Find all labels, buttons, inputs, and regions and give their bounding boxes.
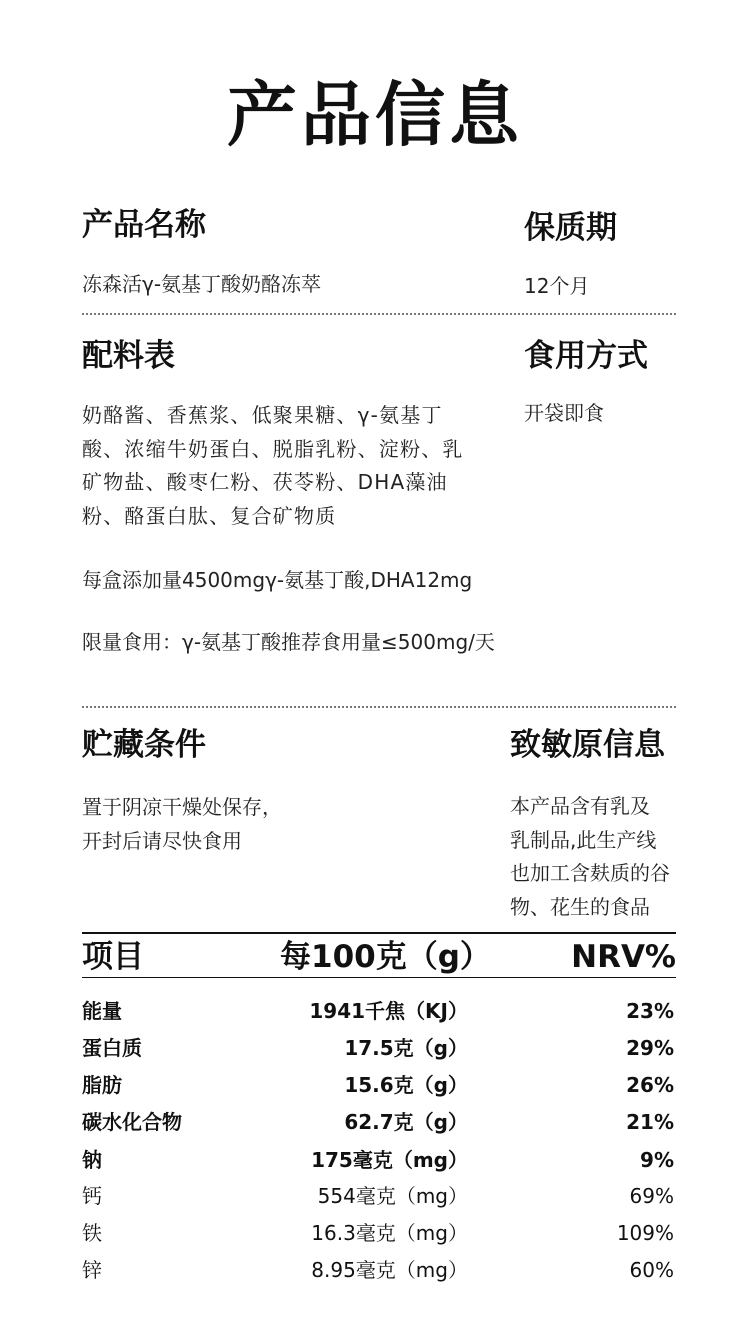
nutrient-amount: 17.5克（g） bbox=[344, 1036, 468, 1060]
ingredients-line: 酸、浓缩牛奶蛋白、脱脂乳粉、淀粉、乳 bbox=[82, 436, 464, 461]
table-top-rule bbox=[82, 932, 676, 934]
nutrient-nrv: 21% bbox=[626, 1110, 674, 1134]
nutrient-nrv: 29% bbox=[626, 1036, 674, 1060]
allergen-line: 乳制品,此生产线 bbox=[510, 827, 657, 852]
nutrient-nrv: 69% bbox=[629, 1184, 674, 1208]
table-row bbox=[82, 1033, 676, 1063]
nutrient-name: 脂肪 bbox=[82, 1073, 122, 1097]
usage-heading: 食用方式 bbox=[524, 338, 648, 374]
nutrient-name: 钠 bbox=[82, 1148, 102, 1172]
addition-amount: 每盒添加量4500mgγ-氨基丁酸,DHA12mg bbox=[82, 568, 473, 592]
storage-line: 开封后请尽快食用 bbox=[82, 829, 242, 853]
col-header-item: 项目 bbox=[82, 939, 144, 975]
nutrient-name: 能量 bbox=[82, 999, 122, 1023]
ingredients-list bbox=[82, 399, 502, 533]
nutrient-amount: 175毫克（mg） bbox=[311, 1148, 468, 1172]
nutrient-nrv: 60% bbox=[629, 1258, 674, 1282]
allergen-line: 物、花生的食品 bbox=[510, 894, 650, 919]
storage-line: 置于阴凉干燥处保存， bbox=[82, 795, 282, 819]
nutrient-name: 铁 bbox=[82, 1221, 102, 1245]
product-name-value: 冻森活γ-氨基丁酸奶酪冻萃 bbox=[82, 272, 322, 296]
nutrient-nrv: 109% bbox=[616, 1221, 674, 1245]
page-title: 产品信息 bbox=[227, 74, 523, 156]
storage-text bbox=[82, 790, 282, 858]
table-header-rule bbox=[82, 977, 676, 978]
allergen-heading: 致敏原信息 bbox=[510, 727, 665, 763]
limit-note: 限量食用：γ-氨基丁酸推荐食用量≤500mg/天 bbox=[82, 630, 495, 654]
nutrient-name: 钙 bbox=[82, 1184, 102, 1208]
nutrient-name: 碳水化合物 bbox=[82, 1110, 182, 1134]
ingredients-line: 奶酪酱、香蕉浆、低聚果糖、γ-氨基丁 bbox=[82, 403, 443, 427]
table-row bbox=[82, 1218, 676, 1248]
nutrient-amount: 16.3毫克（mg） bbox=[311, 1221, 468, 1245]
nutrient-amount: 15.6克（g） bbox=[344, 1073, 468, 1097]
nutrient-name: 锌 bbox=[82, 1258, 102, 1282]
usage-value: 开袋即食 bbox=[524, 401, 604, 425]
divider bbox=[82, 706, 676, 708]
nutrient-amount: 1941千焦（KJ） bbox=[309, 999, 468, 1023]
shelf-life-heading: 保质期 bbox=[524, 210, 617, 246]
nutrient-name: 蛋白质 bbox=[82, 1036, 142, 1060]
nutrient-amount: 8.95毫克（mg） bbox=[311, 1258, 468, 1282]
col-header-amount: 每100克（g） bbox=[280, 939, 491, 975]
table-row bbox=[82, 1145, 676, 1175]
table-row bbox=[82, 1070, 676, 1100]
table-row bbox=[82, 1107, 676, 1137]
allergen-line: 本产品含有乳及 bbox=[510, 794, 650, 818]
ingredients-heading: 配料表 bbox=[82, 338, 175, 374]
ingredients-line: 粉、酪蛋白肽、复合矿物质 bbox=[82, 503, 337, 528]
table-row bbox=[82, 1255, 676, 1285]
product-name-heading: 产品名称 bbox=[82, 207, 206, 243]
nutrient-amount: 554毫克（mg） bbox=[317, 1184, 468, 1208]
table-row bbox=[82, 1181, 676, 1211]
nutrient-amount: 62.7克（g） bbox=[344, 1110, 468, 1134]
allergen-line: 也加工含麸质的谷 bbox=[510, 861, 670, 885]
allergen-text bbox=[510, 790, 700, 924]
ingredients-line: 矿物盐、酸枣仁粉、茯苓粉、DHA藻油 bbox=[82, 470, 448, 494]
col-header-nrv: NRV% bbox=[571, 939, 676, 975]
nutrient-nrv: 23% bbox=[626, 999, 674, 1023]
table-row bbox=[82, 996, 676, 1026]
nutrient-nrv: 9% bbox=[640, 1148, 674, 1172]
nutrient-nrv: 26% bbox=[626, 1073, 674, 1097]
divider bbox=[82, 313, 676, 315]
shelf-life-value: 12个月 bbox=[524, 274, 590, 298]
storage-heading: 贮藏条件 bbox=[82, 727, 206, 763]
